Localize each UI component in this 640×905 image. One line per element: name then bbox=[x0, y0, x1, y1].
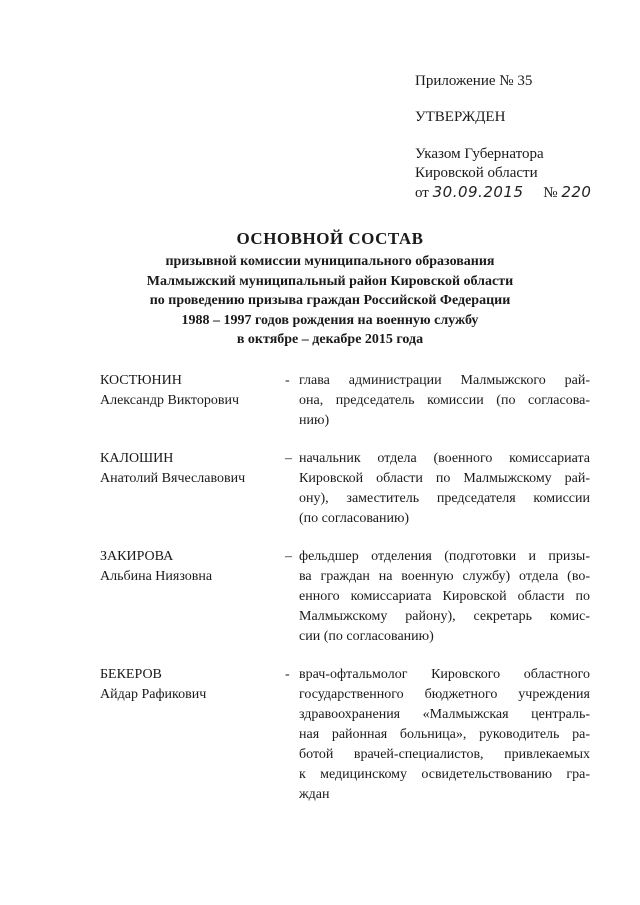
member-dash: – bbox=[285, 451, 292, 466]
member-given-name: Альбина Ниязовна bbox=[100, 569, 213, 584]
title-line-2: Малмыжский муниципальный район Кировской области bbox=[146, 273, 514, 289]
decree-line-2: Кировской области bbox=[415, 165, 538, 181]
role-line: она, председатель комиссии (по согласова- bbox=[299, 393, 590, 408]
role-line: сии (по согласованию) bbox=[299, 629, 434, 644]
role-line: (по согласованию) bbox=[299, 511, 410, 526]
member-surname: ЗАКИРОВА bbox=[100, 549, 174, 564]
role-line: нию) bbox=[299, 413, 330, 428]
title-line-3: по проведению призыва граждан Российской Федерации bbox=[149, 293, 511, 308]
member-name bbox=[100, 449, 285, 529]
role-line: Малмыжскому району), секретарь комис- bbox=[299, 609, 590, 624]
title-line-5: в октябре – декабре 2015 года bbox=[236, 332, 424, 347]
handwritten-number: 220 bbox=[561, 183, 592, 201]
appendix-number: Приложение № 35 bbox=[415, 73, 533, 89]
handwritten-date: 30.09.2015 bbox=[432, 183, 524, 201]
role-line: врач-офтальмолог Кировского областного bbox=[299, 667, 590, 682]
title-main: ОСНОВНОЙ СОСТАВ bbox=[236, 229, 424, 248]
role-line: фельдшер отделения (подготовки и призы- bbox=[299, 549, 590, 564]
number-label: № bbox=[543, 185, 558, 201]
member-name bbox=[100, 371, 285, 431]
role-line: ждан bbox=[299, 787, 330, 802]
title-line-4: 1988 – 1997 годов рождения на военную службу bbox=[181, 312, 479, 328]
document-title bbox=[100, 228, 560, 350]
member-entry bbox=[100, 449, 590, 529]
member-role bbox=[299, 547, 590, 647]
member-dash: - bbox=[285, 667, 290, 682]
member-entry bbox=[100, 665, 590, 805]
members-list bbox=[100, 371, 590, 805]
role-line: государственного бюджетного учреждения bbox=[299, 687, 590, 702]
role-line: глава администрации Малмыжского рай- bbox=[299, 373, 590, 388]
member-surname: БЕКЕРОВ bbox=[100, 667, 162, 682]
role-line: Кировской области по Малмыжскому рай- bbox=[299, 471, 590, 486]
role-line: енного комиссариата Кировской области по bbox=[299, 589, 590, 604]
role-line: ная районная больница», руководитель ра- bbox=[299, 727, 590, 742]
role-line: здравоохранения «Малмыжская централь- bbox=[299, 707, 590, 722]
approved-heading: УТВЕРЖДЕН bbox=[415, 109, 506, 125]
member-given-name: Айдар Рафикович bbox=[100, 687, 207, 702]
member-dash: - bbox=[285, 373, 290, 388]
member-entry bbox=[100, 547, 590, 647]
member-role bbox=[299, 665, 590, 805]
member-role bbox=[299, 449, 590, 529]
member-entry bbox=[100, 371, 590, 431]
role-line: к медицинскому освидетельствованию гра- bbox=[299, 767, 590, 782]
title-line-1: призывной комиссии муниципального образования bbox=[165, 254, 495, 269]
member-role bbox=[299, 371, 590, 431]
member-given-name: Александр Викторович bbox=[100, 393, 240, 408]
date-prefix: от bbox=[415, 185, 429, 201]
decree-date-line bbox=[415, 183, 615, 203]
role-line: ва граждан на военную службу) отдела (во- bbox=[299, 569, 590, 584]
member-surname: КОСТЮНИН bbox=[100, 373, 182, 388]
member-name bbox=[100, 665, 285, 805]
member-name bbox=[100, 547, 285, 647]
role-line: ботой врачей-специалистов, привлекаемых bbox=[299, 747, 590, 762]
member-given-name: Анатолий Вячеславович bbox=[100, 471, 246, 486]
role-line: начальник отдела (военного комиссариата bbox=[299, 451, 590, 466]
decree-line-1: Указом Губернатора bbox=[415, 146, 544, 162]
role-line: ону), заместитель председателя комиссии bbox=[299, 491, 590, 506]
member-surname: КАЛОШИН bbox=[100, 451, 174, 466]
member-dash: – bbox=[285, 549, 292, 564]
approval-block bbox=[415, 72, 615, 203]
